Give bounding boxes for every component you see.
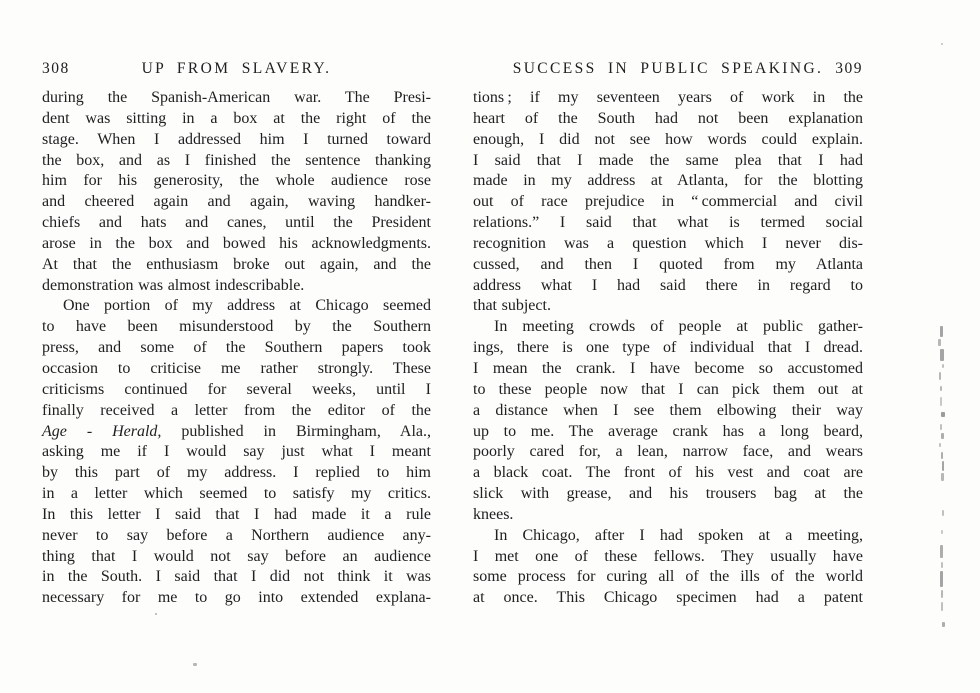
scan-artifact — [940, 545, 943, 558]
scan-artifact — [942, 622, 945, 627]
text-line: a black coat. The front of his vest and coat are — [473, 464, 863, 482]
text-line: heart of the South had not been explanation — [473, 109, 863, 127]
text-line: knees. — [473, 505, 514, 523]
text-line: finally received a letter from the editor of the — [42, 401, 431, 419]
scan-artifact — [939, 372, 941, 380]
scan-artifact — [940, 397, 942, 406]
scan-artifact — [941, 590, 943, 598]
paragraph — [42, 296, 431, 609]
text-line: and cheered again and again, waving handker- — [42, 193, 431, 211]
page-right — [473, 60, 863, 609]
scan-artifact — [941, 452, 943, 459]
text-line: in the South. I said that I did not think it was — [42, 568, 431, 586]
scan-artifact — [941, 602, 943, 611]
scan-artifact — [940, 326, 943, 337]
text-line: made in my address at Atlanta, for the blotting — [473, 172, 863, 190]
text-line: recognition was a question which I never dis- — [473, 234, 863, 252]
scan-artifact — [938, 339, 941, 346]
text-line: One portion of my address at Chicago seemed — [63, 297, 431, 315]
scan-artifact — [942, 364, 944, 368]
scan-artifact — [155, 613, 157, 615]
text-line: out of race prejudice in “ commercial and civil — [473, 193, 863, 211]
text-line: asking me if I would say just what I meant — [42, 443, 431, 461]
paragraph — [473, 317, 863, 525]
page-left — [42, 60, 431, 609]
paragraph — [473, 88, 863, 317]
text-line: thing that I would not say before an audience — [42, 547, 431, 565]
text-line: at once. This Chicago specimen had a patent — [473, 589, 863, 607]
text-line: dent was sitting in a box at the right of the — [42, 109, 431, 127]
text-line: stage. When I addressed him I turned toward — [42, 130, 431, 148]
scan-artifact — [941, 43, 943, 45]
text-line: chiefs and hats and canes, until the President — [42, 214, 431, 232]
text-line: up to me. The average crank has a long beard, — [473, 422, 863, 440]
paragraph — [42, 88, 431, 296]
scan-artifact — [941, 473, 944, 481]
text-line: enough, I did not see how words could explain. — [473, 130, 863, 148]
scan-artifact — [940, 571, 943, 587]
text-line: the box, and as I finished the sentence thanking — [42, 151, 431, 169]
text-line: I met one of these fellows. They usually have — [473, 547, 863, 565]
scan-artifact — [193, 663, 197, 666]
text-line: In meeting crowds of people at public gather- — [494, 318, 863, 336]
scan-artifact — [942, 461, 944, 471]
scan-artifact — [941, 530, 943, 534]
text-line: address what I had said there in regard to — [473, 276, 863, 294]
page-header-left — [42, 60, 431, 77]
page-body-left — [42, 88, 431, 609]
text-line: At that the enthusiasm broke out again, and the — [42, 255, 431, 273]
scan-artifact — [941, 433, 944, 439]
text-line: necessary for me to go into extended explana- — [42, 589, 431, 607]
scan-artifact — [941, 412, 945, 417]
text-line: during the Spanish-American war. The Presi- — [42, 89, 431, 106]
text-line: ings, there is one type of individual that I dread. — [473, 339, 863, 357]
scan-artifact — [940, 386, 942, 391]
text-line: him for his generosity, the whole audience rose — [42, 172, 431, 190]
text-line: in a letter which seemed to satisfy my critics. — [42, 485, 431, 503]
page-body-right — [473, 88, 863, 609]
text-line: I mean the crank. I have become so accustomed — [473, 359, 863, 377]
text-line: press, and some of the Southern papers took — [42, 339, 431, 357]
scan-artifact — [939, 443, 941, 447]
text-line: In this letter I said that I had made it a rule — [42, 505, 431, 523]
text-line: criticisms continued for several weeks, until I — [42, 380, 431, 398]
text-line: to these people now that I can pick them out at — [473, 380, 863, 398]
text-line — [42, 422, 431, 443]
text-line: some process for curing all of the ills of the world — [473, 568, 863, 586]
plain-text: published in Birmingham, Ala., — [161, 422, 432, 440]
running-title-left: UP FROM SLAVERY. — [141, 60, 332, 77]
page-header-right — [473, 60, 863, 77]
text-line: slick with grease, and his trousers bag at the — [473, 485, 863, 503]
text-line: demonstration was almost indescribable. — [42, 276, 305, 294]
page-number-right: 309 — [835, 60, 863, 77]
text-line: poorly cared for, a lean, narrow face, and wears — [473, 443, 863, 461]
text-line: tions ; if my seventeen years of work in the — [473, 89, 863, 106]
scan-artifact — [941, 562, 943, 568]
text-line: occasion to criticise me rather strongly. These — [42, 359, 431, 377]
scan-artifact — [940, 349, 944, 361]
text-line: cussed, and then I quoted from my Atlanta — [473, 255, 863, 273]
text-line: a distance when I see them elbowing their way — [473, 401, 863, 419]
text-line: relations.” I said that what is termed social — [473, 214, 863, 232]
text-line: to have been misunderstood by the Southern — [42, 318, 431, 336]
running-title-right: SUCCESS IN PUBLIC SPEAKING. — [512, 60, 824, 77]
text-line: that subject. — [473, 297, 551, 315]
text-line: In Chicago, after I had spoken at a meeting, — [494, 526, 863, 544]
text-line: by this part of my address. I replied to him — [42, 464, 431, 482]
text-line: never to say before a Northern audience any- — [42, 526, 431, 544]
text-line: I said that I made the same plea that I had — [473, 151, 863, 169]
scan-artifact — [942, 510, 944, 516]
text-line: arose in the box and bowed his acknowledgments. — [42, 234, 431, 252]
scan-artifact — [940, 424, 942, 430]
italic-text: Age - Herald, — [42, 422, 162, 440]
page-number-left: 308 — [42, 60, 70, 77]
paragraph — [473, 526, 863, 609]
